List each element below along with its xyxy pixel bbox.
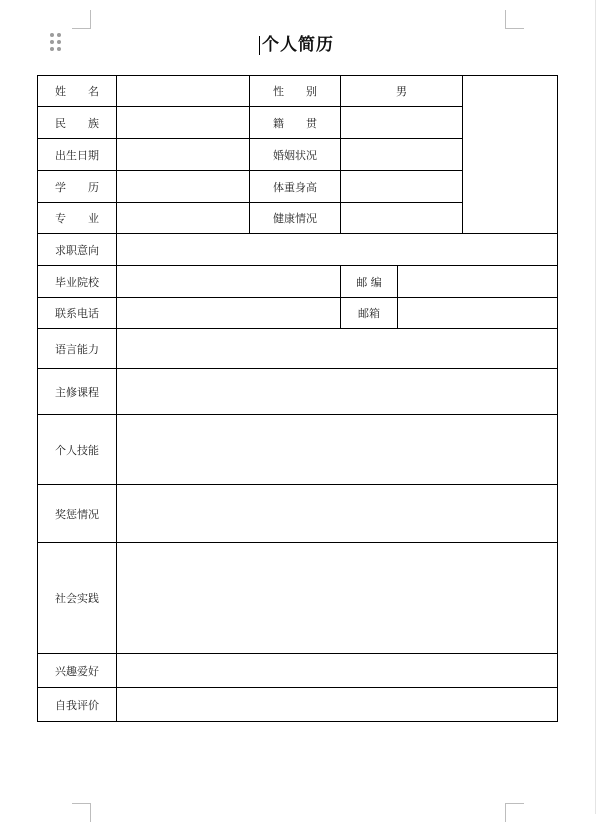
- phone-cell[interactable]: [117, 298, 341, 329]
- postcode-cell[interactable]: [398, 266, 558, 298]
- major-cell[interactable]: [117, 203, 250, 234]
- skills-cell[interactable]: [117, 415, 558, 485]
- self-eval-cell[interactable]: [117, 688, 558, 722]
- ethnicity-cell[interactable]: [117, 107, 250, 139]
- crop-mark-top-left: [72, 10, 91, 29]
- awards-cell[interactable]: [117, 485, 558, 543]
- hobbies-label: 兴趣爱好: [38, 654, 117, 688]
- photo-cell[interactable]: [463, 76, 558, 234]
- postcode-label: 邮 编: [341, 266, 398, 298]
- name-label: 姓 名: [38, 76, 117, 107]
- document-title[interactable]: [262, 35, 334, 55]
- native-place-cell[interactable]: [341, 107, 463, 139]
- awards-label: 奖惩情况: [38, 485, 117, 543]
- courses-cell[interactable]: [117, 369, 558, 415]
- self-eval-label: 自我评价: [38, 688, 117, 722]
- native-place-label: 籍 贯: [250, 107, 341, 139]
- language-cell[interactable]: [117, 329, 558, 369]
- height-weight-label: 体重身高: [250, 171, 341, 203]
- hobbies-cell[interactable]: [117, 654, 558, 688]
- birthdate-cell[interactable]: [117, 139, 250, 171]
- school-cell[interactable]: [117, 266, 341, 298]
- gender-cell[interactable]: 男: [341, 76, 463, 107]
- ethnicity-label: 民 族: [38, 107, 117, 139]
- gender-label: 性 别: [250, 76, 341, 107]
- health-cell[interactable]: [341, 203, 463, 234]
- document-title-text: 个人简历: [262, 35, 334, 55]
- crop-mark-top-right: [505, 10, 524, 29]
- intention-cell[interactable]: [117, 234, 558, 266]
- marital-cell[interactable]: [341, 139, 463, 171]
- name-cell[interactable]: [117, 76, 250, 107]
- major-label: 专 业: [38, 203, 117, 234]
- email-label: 邮箱: [341, 298, 398, 329]
- school-label: 毕业院校: [38, 266, 117, 298]
- practice-cell[interactable]: [117, 543, 558, 654]
- language-label: 语言能力: [38, 329, 117, 369]
- education-cell[interactable]: [117, 171, 250, 203]
- marital-label: 婚姻状况: [250, 139, 341, 171]
- height-weight-cell[interactable]: [341, 171, 463, 203]
- courses-label: 主修课程: [38, 369, 117, 415]
- education-label: 学 历: [38, 171, 117, 203]
- intention-label: 求职意向: [38, 234, 117, 266]
- email-cell[interactable]: [398, 298, 558, 329]
- birthdate-label: 出生日期: [38, 139, 117, 171]
- practice-label: 社会实践: [38, 543, 117, 654]
- crop-mark-bottom-left: [72, 803, 91, 822]
- health-label: 健康情况: [250, 203, 341, 234]
- text-cursor: [259, 36, 260, 55]
- phone-label: 联系电话: [38, 298, 117, 329]
- crop-mark-bottom-right: [505, 803, 524, 822]
- skills-label: 个人技能: [38, 415, 117, 485]
- title-wrap: [0, 30, 596, 55]
- resume-table: [37, 75, 558, 722]
